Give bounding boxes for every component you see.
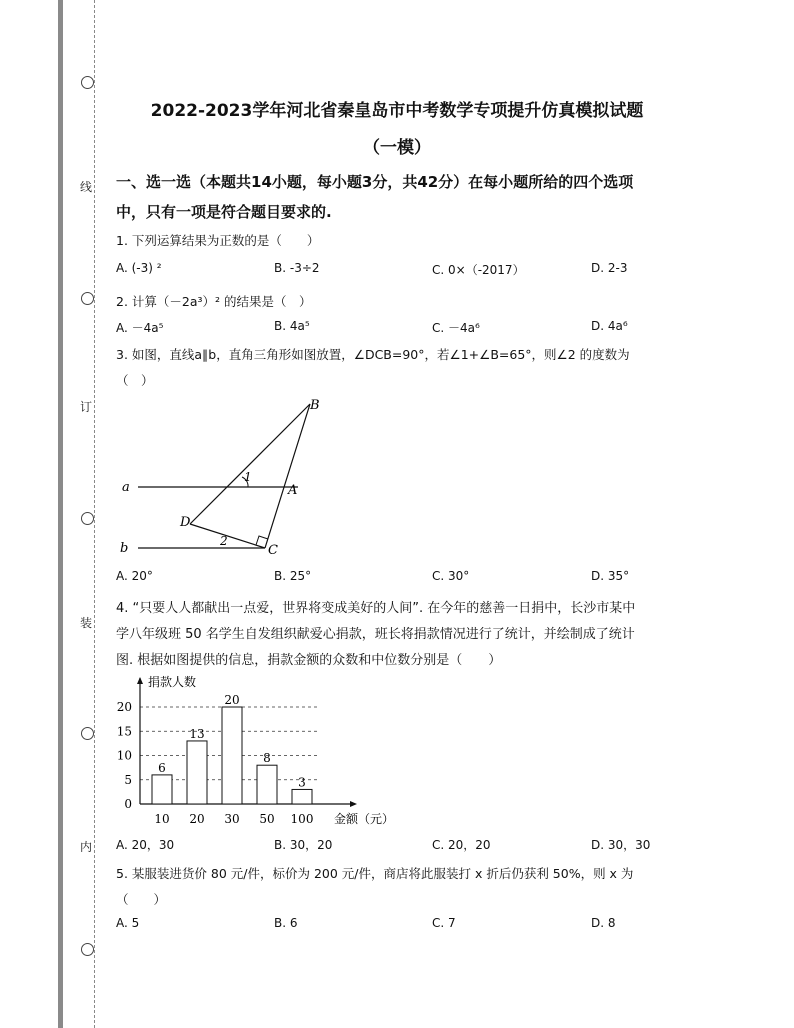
bar-value-label: 20 <box>224 693 240 707</box>
bar <box>222 707 242 804</box>
bar-value-label: 6 <box>158 760 166 775</box>
question-1-stem: 1. 下列运算结果为正数的是（ ） <box>116 233 320 248</box>
binding-hole <box>81 727 94 740</box>
question-4-option-d: D. 30，30 <box>591 838 651 852</box>
question-1-option-b: B. -3÷2 <box>274 261 320 275</box>
segment-db <box>190 404 310 524</box>
segment-bc <box>265 404 310 548</box>
page-subtitle: （一模） <box>363 138 431 158</box>
bar <box>292 789 312 804</box>
binding-char-xian: 线 <box>80 180 93 194</box>
x-tick-label: 10 <box>154 812 170 826</box>
bar <box>257 765 277 804</box>
binding-hole <box>81 943 94 956</box>
donation-bar-chart <box>112 670 412 830</box>
question-3-option-a: A. 20° <box>116 569 153 583</box>
question-3-option-b: B. 25° <box>274 569 312 583</box>
question-5-option-d: D. 8 <box>591 916 616 930</box>
bar-value-label: 3 <box>298 775 306 790</box>
label-b: b <box>120 541 129 556</box>
page-title: 2022-2023学年河北省秦皇岛市中考数学专项提升仿真模拟试题 <box>150 101 644 121</box>
question-2-option-b: B. 4a⁵ <box>274 319 310 333</box>
y-tick-label: 10 <box>116 748 132 763</box>
y-axis-arrow <box>137 677 143 684</box>
label-C: C <box>268 543 278 558</box>
section-heading-line1: 一、选一选（本题共14小题，每小题3分，共42分）在每小题所给的四个选项 <box>116 173 634 191</box>
label-angle-2: 2 <box>220 534 228 548</box>
question-2-option-d: D. 4a⁶ <box>591 319 628 333</box>
question-1-option-a: A. (-3) ² <box>116 261 162 275</box>
x-axis-arrow <box>350 801 357 807</box>
label-A: A <box>288 483 298 498</box>
x-tick-label: 100 <box>290 812 314 826</box>
label-a: a <box>122 480 130 495</box>
section-heading-line2: 中，只有一项是符合题目要求的. <box>116 203 332 221</box>
question-1-option-d: D. 2-3 <box>591 261 628 275</box>
question-5-option-c: C. 7 <box>432 916 456 930</box>
binding-hole <box>81 292 94 305</box>
label-D: D <box>180 515 191 530</box>
binding-char-nei: 内 <box>80 840 93 854</box>
question-4-line2: 学八年级班 50 名学生自发组织献爱心捐款，班长将捐款情况进行了统计，并绘制成了统计 <box>116 627 635 642</box>
binding-hole <box>81 512 94 525</box>
question-1-option-c: C. 0×（-2017） <box>432 263 525 277</box>
bar-value-label: 13 <box>189 726 205 741</box>
y-tick-label: 20 <box>116 700 132 714</box>
question-3-option-d: D. 35° <box>591 569 630 583</box>
label-B: B <box>310 398 320 413</box>
question-3-stem-paren: （ ） <box>116 373 154 388</box>
x-tick-label: 20 <box>189 812 205 826</box>
x-tick-label: 30 <box>224 812 240 826</box>
question-5-option-b: B. 6 <box>274 916 298 930</box>
y-tick-label: 0 <box>124 797 132 811</box>
question-2-stem: 2. 计算（－2a³）² 的结果是（ ） <box>116 294 312 309</box>
x-axis-title: 金额（元） <box>334 812 395 826</box>
question-4-option-a: A. 20，30 <box>116 838 175 852</box>
question-3-option-c: C. 30° <box>432 569 470 583</box>
y-axis-title: 捐款人数 <box>148 675 197 689</box>
y-tick-label: 15 <box>116 724 132 739</box>
bar <box>187 741 207 804</box>
label-angle-1: 1 <box>244 470 252 484</box>
question-2-option-a: A. －4a⁵ <box>116 321 164 335</box>
question-4-line1: 4. “只要人人都献出一点爱，世界将变成美好的人间”. 在今年的慈善一日捐中，长沙市某中 <box>116 601 636 616</box>
binding-char-ding: 订 <box>80 400 93 414</box>
question-2-option-c: C. －4a⁶ <box>432 321 480 335</box>
question-4-line3: 图. 根据如图提供的信息，捐款金额的众数和中位数分别是（ ） <box>116 653 502 668</box>
question-3-figure <box>110 392 340 562</box>
question-5-option-a: A. 5 <box>116 916 140 930</box>
bar <box>152 775 172 804</box>
binding-char-zhuang: 装 <box>80 616 93 630</box>
y-tick-label: 5 <box>124 772 132 787</box>
question-3-stem: 3. 如图，直线a∥b，直角三角形如图放置，∠DCB=90°，若∠1+∠B=65°，则∠2 的度数为 <box>116 347 630 362</box>
question-4-option-b: B. 30，20 <box>274 838 333 852</box>
question-4-option-c: C. 20，20 <box>432 838 491 852</box>
question-5-line2: （ ） <box>116 892 167 907</box>
x-tick-label: 50 <box>259 812 275 826</box>
binding-hole <box>81 76 94 89</box>
bar-value-label: 8 <box>263 751 271 766</box>
question-5-line1: 5. 某服装进货价 80 元/件，标价为 200 元/件，商店将此服装打 x 折后仍获利 50%，则 x 为 <box>116 866 634 881</box>
